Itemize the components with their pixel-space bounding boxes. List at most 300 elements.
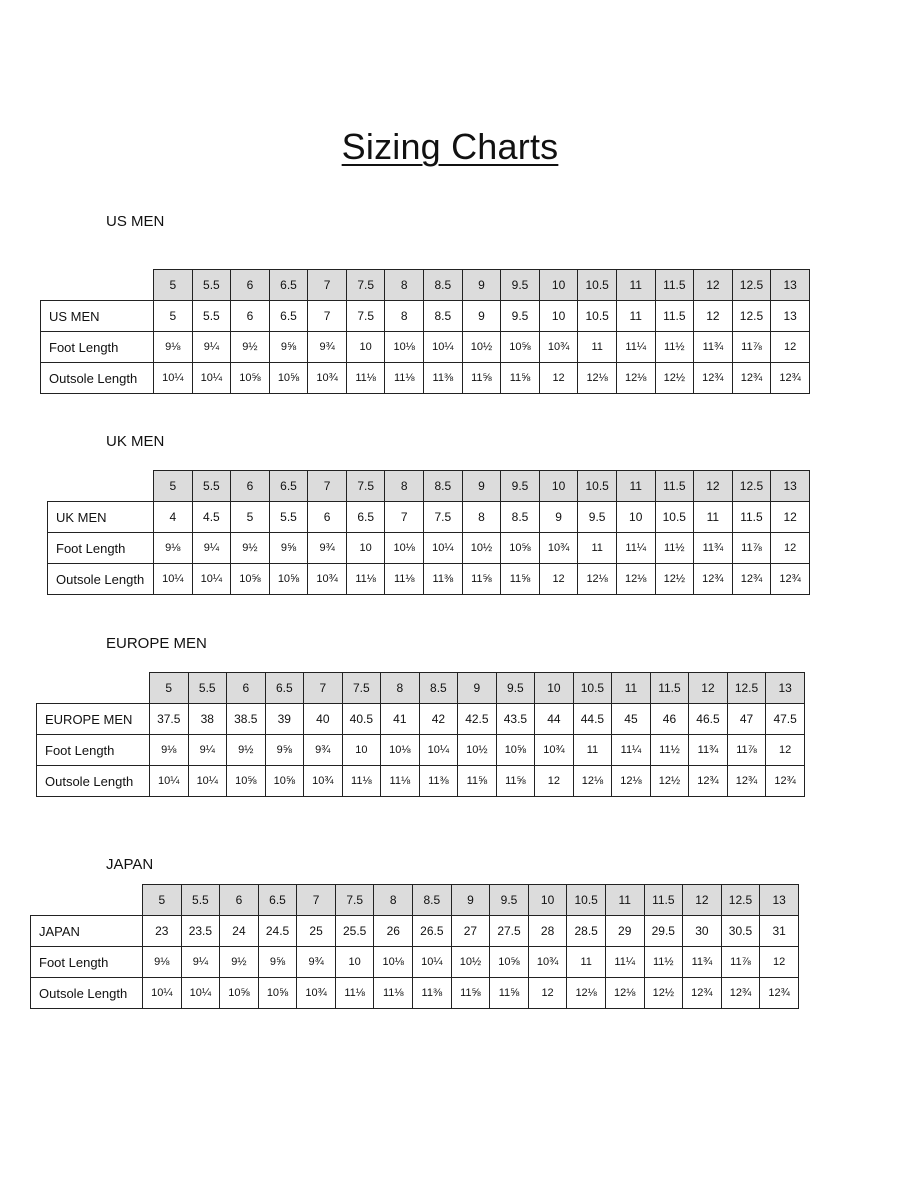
value-cell: 45 — [612, 704, 651, 735]
value-cell: 31 — [760, 916, 799, 947]
value-cell: 10½ — [462, 533, 501, 564]
size-header-cell: 5 — [150, 673, 189, 704]
table-row — [37, 766, 805, 797]
value-cell: 10¾ — [539, 332, 578, 363]
section-title-us-men: US MEN — [106, 213, 165, 230]
value-cell: 12¾ — [732, 564, 771, 595]
value-cell: 30.5 — [721, 916, 760, 947]
value-cell: 9⅛ — [143, 947, 182, 978]
value-cell: 10¾ — [308, 363, 347, 394]
value-cell: 5 — [231, 502, 270, 533]
table-row — [41, 363, 810, 394]
value-cell: 40.5 — [342, 704, 381, 735]
size-header-cell: 6 — [231, 270, 270, 301]
value-cell: 9⅝ — [269, 533, 308, 564]
value-cell: 10⅝ — [227, 766, 266, 797]
row-label: Outsole Length — [37, 766, 150, 797]
value-cell: 11¾ — [694, 332, 733, 363]
japan-size-table — [30, 884, 799, 1009]
table-row — [37, 704, 805, 735]
value-cell: 10½ — [451, 947, 490, 978]
value-cell: 11⅛ — [374, 978, 413, 1009]
value-cell: 11¾ — [689, 735, 728, 766]
size-header-cell: 13 — [771, 471, 810, 502]
value-cell: 11⅛ — [381, 766, 420, 797]
value-cell: 11⅜ — [413, 978, 452, 1009]
size-header-cell: 13 — [771, 270, 810, 301]
size-header-cell: 6 — [220, 885, 259, 916]
value-cell: 11⅜ — [424, 564, 463, 595]
table-row — [31, 978, 799, 1009]
value-cell: 40 — [304, 704, 343, 735]
value-cell: 12 — [771, 502, 810, 533]
value-cell: 10⅝ — [501, 332, 540, 363]
value-cell: 11½ — [644, 947, 683, 978]
size-header-cell: 10 — [528, 885, 567, 916]
value-cell: 10⅝ — [258, 978, 297, 1009]
size-header-cell: 10.5 — [578, 270, 617, 301]
row-label: US MEN — [41, 301, 154, 332]
size-header-cell: 10.5 — [578, 471, 617, 502]
value-cell: 11 — [694, 502, 733, 533]
value-cell: 12¾ — [727, 766, 766, 797]
value-cell: 10⅝ — [231, 564, 270, 595]
value-cell: 5 — [154, 301, 193, 332]
size-header-cell: 9.5 — [496, 673, 535, 704]
size-header-cell: 9 — [462, 270, 501, 301]
value-cell: 9.5 — [501, 301, 540, 332]
value-cell: 8.5 — [424, 301, 463, 332]
size-header-cell: 7 — [308, 471, 347, 502]
value-cell: 13 — [771, 301, 810, 332]
header-corner-cell — [48, 471, 154, 502]
size-header-cell: 8 — [381, 673, 420, 704]
header-corner-cell — [37, 673, 150, 704]
value-cell: 12⅛ — [578, 564, 617, 595]
size-header-cell: 9.5 — [501, 471, 540, 502]
row-label: Foot Length — [48, 533, 154, 564]
value-cell: 11⅝ — [462, 363, 501, 394]
value-cell: 11⅛ — [335, 978, 374, 1009]
size-header-cell: 8 — [385, 471, 424, 502]
value-cell: 12⅛ — [567, 978, 606, 1009]
size-header-row — [37, 673, 805, 704]
size-header-cell: 5 — [154, 270, 193, 301]
size-header-cell: 11 — [612, 673, 651, 704]
value-cell: 10¼ — [181, 978, 220, 1009]
value-cell: 10⅛ — [385, 533, 424, 564]
row-label: Foot Length — [31, 947, 143, 978]
value-cell: 8.5 — [501, 502, 540, 533]
value-cell: 11 — [616, 301, 655, 332]
value-cell: 8 — [385, 301, 424, 332]
size-header-cell: 5.5 — [192, 471, 231, 502]
value-cell: 4.5 — [192, 502, 231, 533]
size-header-cell: 12.5 — [732, 270, 771, 301]
value-cell: 11¼ — [612, 735, 651, 766]
value-cell: 12 — [771, 332, 810, 363]
value-cell: 9¼ — [188, 735, 227, 766]
uk-men-size-table — [47, 470, 810, 595]
value-cell: 47 — [727, 704, 766, 735]
value-cell: 26.5 — [413, 916, 452, 947]
value-cell: 44 — [535, 704, 574, 735]
table-row — [48, 564, 810, 595]
value-cell: 12 — [528, 978, 567, 1009]
size-header-cell: 10 — [539, 270, 578, 301]
header-corner-cell — [31, 885, 143, 916]
size-header-cell: 5 — [154, 471, 193, 502]
value-cell: 11 — [578, 332, 617, 363]
value-cell: 12¾ — [766, 766, 805, 797]
value-cell: 10½ — [458, 735, 497, 766]
value-cell: 12¾ — [721, 978, 760, 1009]
size-header-cell: 7.5 — [335, 885, 374, 916]
value-cell: 27.5 — [490, 916, 529, 947]
page-title: Sizing Charts — [341, 126, 559, 167]
size-header-cell: 11 — [605, 885, 644, 916]
size-header-cell: 9 — [451, 885, 490, 916]
size-header-cell: 9 — [462, 471, 501, 502]
value-cell: 10⅝ — [231, 363, 270, 394]
table-row — [41, 301, 810, 332]
value-cell: 12⅛ — [605, 978, 644, 1009]
value-cell: 9½ — [227, 735, 266, 766]
value-cell: 42.5 — [458, 704, 497, 735]
value-cell: 11⅛ — [385, 363, 424, 394]
value-cell: 10⅛ — [385, 332, 424, 363]
value-cell: 11 — [573, 735, 612, 766]
value-cell: 11¾ — [683, 947, 722, 978]
size-header-cell: 6.5 — [269, 471, 308, 502]
value-cell: 10⅝ — [265, 766, 304, 797]
value-cell: 10⅝ — [496, 735, 535, 766]
value-cell: 10¼ — [419, 735, 458, 766]
section-title-japan: JAPAN — [106, 856, 154, 873]
table-row — [48, 533, 810, 564]
value-cell: 9 — [462, 301, 501, 332]
value-cell: 12½ — [650, 766, 689, 797]
value-cell: 8 — [462, 502, 501, 533]
value-cell: 6 — [231, 301, 270, 332]
value-cell: 9¾ — [304, 735, 343, 766]
value-cell: 10½ — [462, 332, 501, 363]
value-cell: 25.5 — [335, 916, 374, 947]
size-header-cell: 13 — [760, 885, 799, 916]
value-cell: 10 — [335, 947, 374, 978]
value-cell: 10¼ — [192, 564, 231, 595]
size-header-row — [31, 885, 799, 916]
value-cell: 10¾ — [308, 564, 347, 595]
size-header-cell: 6 — [231, 471, 270, 502]
value-cell: 7 — [308, 301, 347, 332]
value-cell: 10⅛ — [381, 735, 420, 766]
value-cell: 11⅞ — [732, 533, 771, 564]
value-cell: 11 — [578, 533, 617, 564]
value-cell: 11⅝ — [496, 766, 535, 797]
table-row — [48, 502, 810, 533]
value-cell: 10¾ — [304, 766, 343, 797]
size-header-cell: 8.5 — [413, 885, 452, 916]
row-label: Outsole Length — [41, 363, 154, 394]
value-cell: 12 — [760, 947, 799, 978]
value-cell: 10¼ — [154, 363, 193, 394]
value-cell: 10¼ — [424, 332, 463, 363]
value-cell: 46.5 — [689, 704, 728, 735]
size-header-cell: 6.5 — [265, 673, 304, 704]
value-cell: 9¼ — [192, 332, 231, 363]
row-label: Outsole Length — [31, 978, 143, 1009]
value-cell: 9⅛ — [154, 533, 193, 564]
value-cell: 24.5 — [258, 916, 297, 947]
value-cell: 12¾ — [694, 363, 733, 394]
value-cell: 42 — [419, 704, 458, 735]
size-header-cell: 11.5 — [655, 270, 694, 301]
row-label: JAPAN — [31, 916, 143, 947]
value-cell: 23 — [143, 916, 182, 947]
value-cell: 11.5 — [655, 301, 694, 332]
value-cell: 10 — [616, 502, 655, 533]
size-header-cell: 12 — [694, 270, 733, 301]
value-cell: 39 — [265, 704, 304, 735]
value-cell: 11½ — [655, 533, 694, 564]
size-header-row — [48, 471, 810, 502]
size-header-cell: 9.5 — [490, 885, 529, 916]
us-men-size-table — [40, 269, 810, 394]
value-cell: 11⅝ — [458, 766, 497, 797]
value-cell: 12 — [694, 301, 733, 332]
value-cell: 12¾ — [771, 363, 810, 394]
value-cell: 9¼ — [192, 533, 231, 564]
size-header-cell: 12.5 — [727, 673, 766, 704]
value-cell: 12¾ — [760, 978, 799, 1009]
value-cell: 11⅝ — [501, 564, 540, 595]
size-header-cell: 10.5 — [573, 673, 612, 704]
value-cell: 10⅝ — [220, 978, 259, 1009]
value-cell: 9 — [539, 502, 578, 533]
value-cell: 11⅞ — [727, 735, 766, 766]
value-cell: 10¼ — [154, 564, 193, 595]
value-cell: 30 — [683, 916, 722, 947]
value-cell: 28.5 — [567, 916, 606, 947]
value-cell: 10⅝ — [269, 564, 308, 595]
value-cell: 10¾ — [535, 735, 574, 766]
value-cell: 10 — [346, 533, 385, 564]
value-cell: 26 — [374, 916, 413, 947]
value-cell: 12¾ — [694, 564, 733, 595]
size-header-cell: 5.5 — [192, 270, 231, 301]
value-cell: 11⅝ — [490, 978, 529, 1009]
value-cell: 10⅝ — [490, 947, 529, 978]
value-cell: 9⅝ — [269, 332, 308, 363]
size-header-cell: 9.5 — [501, 270, 540, 301]
value-cell: 7.5 — [346, 301, 385, 332]
header-corner-cell — [41, 270, 154, 301]
size-header-cell: 13 — [766, 673, 805, 704]
size-header-cell: 10.5 — [567, 885, 606, 916]
value-cell: 12 — [535, 766, 574, 797]
value-cell: 11.5 — [732, 502, 771, 533]
value-cell: 37.5 — [150, 704, 189, 735]
value-cell: 11⅜ — [424, 363, 463, 394]
row-label: Outsole Length — [48, 564, 154, 595]
size-header-cell: 7.5 — [342, 673, 381, 704]
size-header-cell: 11.5 — [655, 471, 694, 502]
value-cell: 10 — [342, 735, 381, 766]
value-cell: 10¼ — [413, 947, 452, 978]
value-cell: 9⅛ — [150, 735, 189, 766]
value-cell: 43.5 — [496, 704, 535, 735]
value-cell: 11⅝ — [451, 978, 490, 1009]
value-cell: 12 — [771, 533, 810, 564]
size-header-cell: 11 — [616, 270, 655, 301]
size-header-cell: 8 — [374, 885, 413, 916]
value-cell: 12⅛ — [578, 363, 617, 394]
value-cell: 11⅞ — [721, 947, 760, 978]
value-cell: 11⅛ — [342, 766, 381, 797]
value-cell: 6 — [308, 502, 347, 533]
size-header-cell: 12 — [689, 673, 728, 704]
value-cell: 25 — [297, 916, 336, 947]
table-row — [37, 735, 805, 766]
value-cell: 23.5 — [181, 916, 220, 947]
size-header-cell: 7 — [297, 885, 336, 916]
value-cell: 6.5 — [269, 301, 308, 332]
size-header-cell: 5.5 — [181, 885, 220, 916]
size-header-cell: 12.5 — [732, 471, 771, 502]
value-cell: 11¼ — [605, 947, 644, 978]
value-cell: 9.5 — [578, 502, 617, 533]
value-cell: 12¾ — [683, 978, 722, 1009]
value-cell: 7 — [385, 502, 424, 533]
value-cell: 9½ — [220, 947, 259, 978]
value-cell: 9⅝ — [265, 735, 304, 766]
value-cell: 29 — [605, 916, 644, 947]
value-cell: 9⅝ — [258, 947, 297, 978]
size-header-cell: 8.5 — [419, 673, 458, 704]
value-cell: 9⅛ — [154, 332, 193, 363]
value-cell: 9¾ — [297, 947, 336, 978]
value-cell: 5.5 — [269, 502, 308, 533]
value-cell: 11 — [567, 947, 606, 978]
value-cell: 10¼ — [192, 363, 231, 394]
value-cell: 12⅛ — [616, 363, 655, 394]
value-cell: 11⅛ — [385, 564, 424, 595]
value-cell: 47.5 — [766, 704, 805, 735]
value-cell: 24 — [220, 916, 259, 947]
value-cell: 11¼ — [616, 332, 655, 363]
size-header-cell: 12.5 — [721, 885, 760, 916]
size-header-cell: 11 — [616, 471, 655, 502]
value-cell: 10¼ — [188, 766, 227, 797]
value-cell: 28 — [528, 916, 567, 947]
value-cell: 10.5 — [578, 301, 617, 332]
size-header-cell: 6.5 — [258, 885, 297, 916]
size-header-row — [41, 270, 810, 301]
size-header-cell: 5 — [143, 885, 182, 916]
value-cell: 12¾ — [771, 564, 810, 595]
size-header-cell: 7 — [308, 270, 347, 301]
value-cell: 10 — [539, 301, 578, 332]
size-header-cell: 8 — [385, 270, 424, 301]
value-cell: 12 — [539, 564, 578, 595]
value-cell: 41 — [381, 704, 420, 735]
value-cell: 11⅞ — [732, 332, 771, 363]
table-row — [41, 332, 810, 363]
value-cell: 10¼ — [150, 766, 189, 797]
size-header-cell: 7.5 — [346, 471, 385, 502]
value-cell: 11⅛ — [346, 363, 385, 394]
size-header-cell: 6 — [227, 673, 266, 704]
value-cell: 12½ — [655, 564, 694, 595]
value-cell: 10¾ — [539, 533, 578, 564]
europe-men-size-table — [36, 672, 805, 797]
size-header-cell: 12 — [683, 885, 722, 916]
value-cell: 10⅝ — [501, 533, 540, 564]
value-cell: 11½ — [650, 735, 689, 766]
value-cell: 5.5 — [192, 301, 231, 332]
size-header-cell: 10 — [535, 673, 574, 704]
value-cell: 9¾ — [308, 332, 347, 363]
value-cell: 7.5 — [424, 502, 463, 533]
value-cell: 12½ — [655, 363, 694, 394]
value-cell: 46 — [650, 704, 689, 735]
value-cell: 10 — [346, 332, 385, 363]
row-label: Foot Length — [37, 735, 150, 766]
value-cell: 10¾ — [297, 978, 336, 1009]
value-cell: 44.5 — [573, 704, 612, 735]
size-header-cell: 12 — [694, 471, 733, 502]
value-cell: 10⅝ — [269, 363, 308, 394]
size-header-cell: 8.5 — [424, 471, 463, 502]
value-cell: 12 — [766, 735, 805, 766]
section-title-europe-men: EUROPE MEN — [106, 635, 207, 652]
value-cell: 12⅛ — [612, 766, 651, 797]
size-header-cell: 5.5 — [188, 673, 227, 704]
value-cell: 10¼ — [143, 978, 182, 1009]
value-cell: 11⅛ — [346, 564, 385, 595]
value-cell: 12 — [539, 363, 578, 394]
value-cell: 38 — [188, 704, 227, 735]
value-cell: 11⅝ — [501, 363, 540, 394]
value-cell: 6.5 — [346, 502, 385, 533]
value-cell: 12½ — [644, 978, 683, 1009]
value-cell: 38.5 — [227, 704, 266, 735]
value-cell: 10¾ — [528, 947, 567, 978]
value-cell: 12⅛ — [616, 564, 655, 595]
value-cell: 9½ — [231, 533, 270, 564]
value-cell: 9½ — [231, 332, 270, 363]
size-header-cell: 11.5 — [650, 673, 689, 704]
value-cell: 10.5 — [655, 502, 694, 533]
value-cell: 12¾ — [689, 766, 728, 797]
table-row — [31, 947, 799, 978]
value-cell: 9¾ — [308, 533, 347, 564]
size-header-cell: 7 — [304, 673, 343, 704]
value-cell: 12⅛ — [573, 766, 612, 797]
value-cell: 11⅜ — [419, 766, 458, 797]
value-cell: 11⅝ — [462, 564, 501, 595]
value-cell: 10⅛ — [374, 947, 413, 978]
value-cell: 11¾ — [694, 533, 733, 564]
row-label: UK MEN — [48, 502, 154, 533]
table-row — [31, 916, 799, 947]
value-cell: 12.5 — [732, 301, 771, 332]
row-label: Foot Length — [41, 332, 154, 363]
value-cell: 27 — [451, 916, 490, 947]
value-cell: 10¼ — [424, 533, 463, 564]
size-header-cell: 8.5 — [424, 270, 463, 301]
